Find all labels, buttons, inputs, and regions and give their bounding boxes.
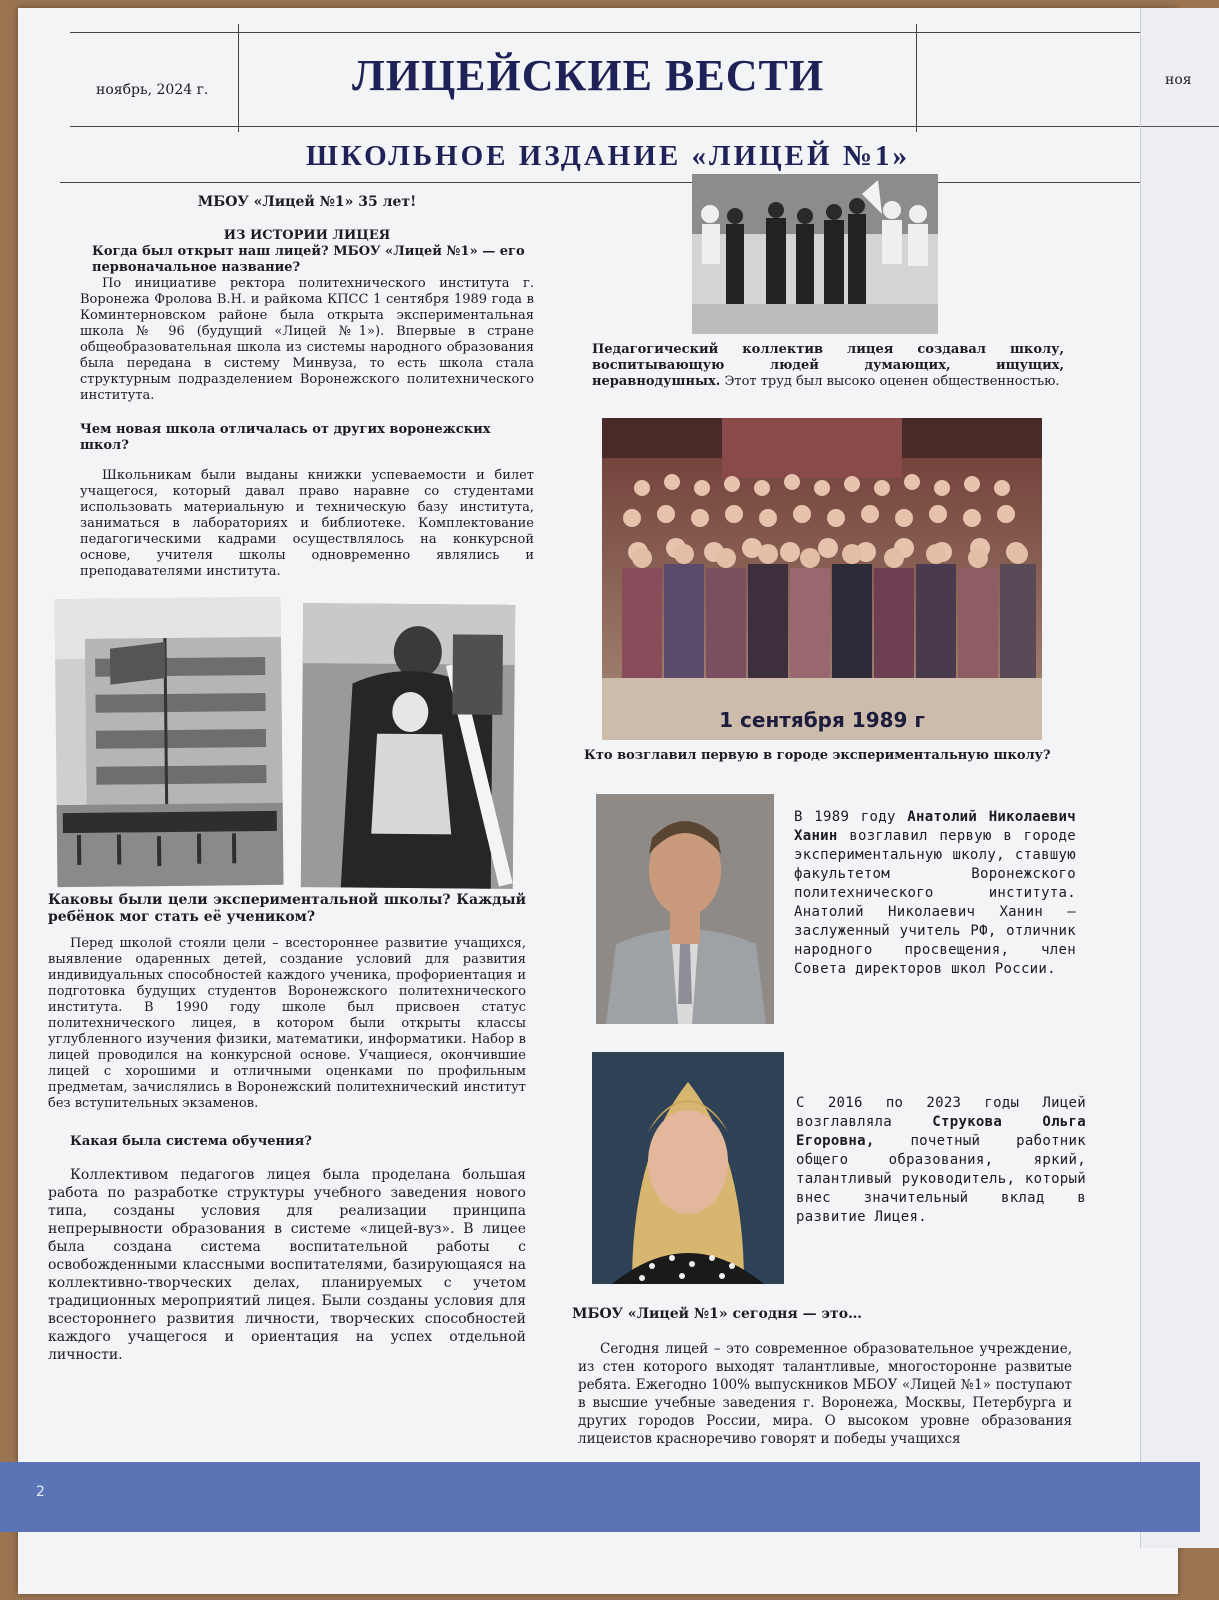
question-2: Чем новая школа отличалась от других воронежских школ? [80, 422, 491, 453]
photo-date-stamp: 1 сентября 1989 г [719, 708, 925, 732]
masthead-top-rule [70, 32, 1140, 33]
khanin-bio-rest: возглавил первую в городе экспериментальную школу, ставшую факультетом Воронежского политехнического института. Анатолий Николаевич Ханин – заслуженный учитель РФ, отличник народного просвещения, член Совета директоров школ России. [794, 828, 1076, 977]
newspaper-subtitle: ШКОЛЬНОЕ ИЗДАНИЕ «ЛИЦЕЙ №1» [306, 140, 910, 172]
question-1: Когда был открыт наш лицей? МБОУ «Лицей №1» — его первоначальное название? [92, 244, 525, 275]
school-building-photo [54, 597, 283, 887]
today-column [578, 1340, 1072, 1448]
staff-caption-bold: Педагогический коллектив лицея создавал школу, воспитывающую людей думающих, ищущих, неравнодушных. [592, 342, 1064, 389]
today-headline: МБОУ «Лицей №1» сегодня — это… [572, 1306, 863, 1322]
khanin-portrait [596, 794, 774, 1024]
masthead-divider-left [238, 24, 239, 132]
paragraph-4: Коллективом педагогов лицея была проделана большая работа по разработке структуры учебного заведения нового типа, созданы условия для реализации принципа непрерывности образования в системе «лицей-вуз». В лицее была создана система воспитательной работы с освобожденными классными воспитателями, базирующаяся на коллективно-творческих делах, планируемых с учетом традиционных мероприятий лицея. Были созданы условия для всестороннего развития личности, творческих способностей каждого учащегося и ориентация на успех отдельной личности. [48, 1167, 526, 1363]
khanin-bio [794, 808, 1076, 979]
paragraph-2: Школьникам были выданы книжки успеваемости и билет учащегося, который давал право наравне со студентами использовать материальную и техническую базу института, заниматься в лабораториях и библиотеке. Комплектование педагогическими кадрами осуществлялось на конкурсной основе, учителя школы одновременно являлись и преподавателями института. [80, 468, 534, 579]
paragraph-3: Перед школой стояли цели – всестороннее развитие учащихся, выявление одаренных детей, создание условий для развития индивидуальных способностей каждого ученика, профориентация и подготовка будущих студентов Воронежского политехнического института. В 1990 году школе был присвоен статус политехнического лицея, в котором были открыты классы углубленного изучения физики, математики, информатики. Набор в лицей проводился на конкурсной основе. Учащиеся, окончившие лицей с хорошими и отличными оценками по профильным предметам, зачислялись в Воронежский политехнический институт без вступительных экзаменов. [48, 936, 526, 1111]
strukova-portrait [592, 1052, 784, 1284]
newspaper-page [18, 8, 1192, 1594]
left-column-bottom [48, 892, 526, 1364]
masthead-bottom-rule [60, 182, 1140, 183]
issue-date: ноябрь, 2024 г. [96, 82, 209, 98]
article-headline: МБОУ «Лицей №1» 35 лет! [197, 194, 417, 210]
masthead-mid-rule [70, 126, 1140, 127]
strukova-bio-pre: С 2016 по 2023 годы Лицей возглавляла [796, 1095, 1086, 1130]
strukova-bio [796, 1094, 1086, 1227]
staff-caption-rest: Этот труд был высоко оценен общественностью. [720, 374, 1060, 389]
newspaper-title: ЛИЦЕЙСКИЕ ВЕСТИ [351, 51, 825, 100]
section-title: ИЗ ИСТОРИИ ЛИЦЕЯ [223, 228, 391, 243]
question-4: Какая была система обучения? [70, 1134, 312, 1149]
question-5: Кто возглавил первую в городе экспериментальную школу? [584, 748, 1051, 763]
next-page-edge [1140, 8, 1219, 1548]
left-column-top [80, 194, 534, 580]
first-bell-photo [301, 603, 515, 889]
question-3: Каковы были цели экспериментальной школы? Каждый ребёнок мог стать её учеником? [48, 892, 526, 925]
first-graders-photo [692, 174, 938, 334]
strukova-name: Струкова Ольга Егоровна, [796, 1114, 1087, 1149]
next-page-rule [1141, 126, 1219, 127]
page-number: 2 [36, 1484, 45, 1500]
footer-bar [0, 1462, 1200, 1532]
strukova-bio-rest: почетный работник общего образования, яркий, талантливый руководитель, который внес значительный вклад в развитие Лицея. [796, 1133, 1086, 1225]
khanin-name: Анатолий Николаевич Ханин [794, 809, 1076, 844]
staff-caption [592, 342, 1064, 390]
khanin-bio-pre: В 1989 году [794, 809, 908, 825]
paragraph-1: По инициативе ректора политехнического института г. Воронежа Фролова В.Н. и райкома КПСС 1 сентября 1989 года в Коминтерновском районе была открыта экспериментальная школа № 96 (будущий «Лицей №1»). Впервые в стране общеобразовательная школа из системы народного образования была передана в систему Минвуза, то есть школа стала структурным подразделением Воронежского политехнического института. [80, 276, 534, 403]
next-page-date: ноя [1165, 72, 1192, 88]
staff-group-photo [602, 418, 1042, 740]
paragraph-today: Сегодня лицей – это современное образовательное учреждение, из стен которого выходят талантливые, многосторонне развитые ребята. Ежегодно 100% выпускников МБОУ «Лицей №1» поступают в высшие учебные заведения г. Воронежа, Москвы, Петербурга и других городов России, мира. О высоком уровне образования лицеистов красноречиво говорят и победы учащихся [578, 1341, 1072, 1447]
